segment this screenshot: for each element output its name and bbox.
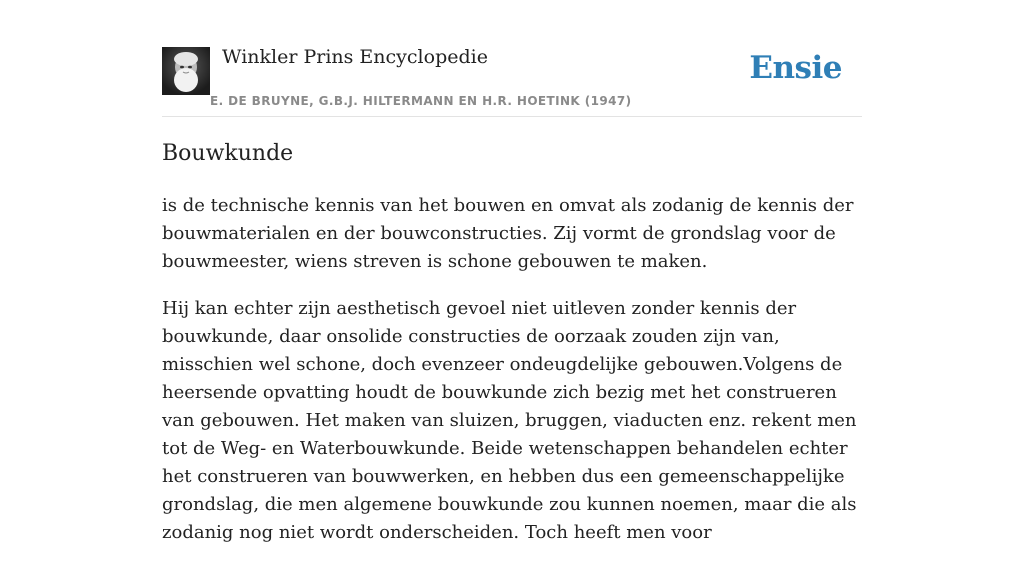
ensie-logo-link[interactable]: Ensie <box>749 50 842 86</box>
source-title[interactable]: Winkler Prins Encyclopedie <box>222 46 488 68</box>
article-paragraph: is de technische kennis van het bouwen en omvat als zodanig de kennis der bouwmaterialen en der bouwconstructies. Zij vormt de grondslag voor de bouwmeester, wiens streven is schone gebouwen te maken. <box>162 195 854 272</box>
article-body <box>162 192 872 566</box>
author-avatar[interactable] <box>162 47 210 95</box>
source-header <box>162 40 862 117</box>
source-authors: E. DE BRUYNE, G.B.J. HILTERMANN EN H.R. HOETINK (1947) <box>210 94 632 108</box>
article-title: Bouwkunde <box>162 141 294 166</box>
article-paragraph: Hij kan echter zijn aesthetisch gevoel niet uitleven zonder kennis der bouwkunde, daar onsolide constructies de oorzaak zouden zijn van, misschien wel schone, doch evenzeer ondeugdelijke gebouwen.Volgens de heersende opvatting houdt de bouwkunde zich bezig met het construeren van gebouwen. Het maken van sluizen, bruggen, viaducten enz. rekent men tot de Weg- en Waterbouwkunde. Beide wetenschappen behandelen echter het construeren van bouwwerken, en hebben dus een gemeenschappelijke grondslag, die men algemene bouwkunde zou kunnen noemen, maar die als zodanig nog niet wordt onderscheiden. Toch heeft men voor <box>162 298 857 543</box>
portrait-image <box>162 47 210 95</box>
